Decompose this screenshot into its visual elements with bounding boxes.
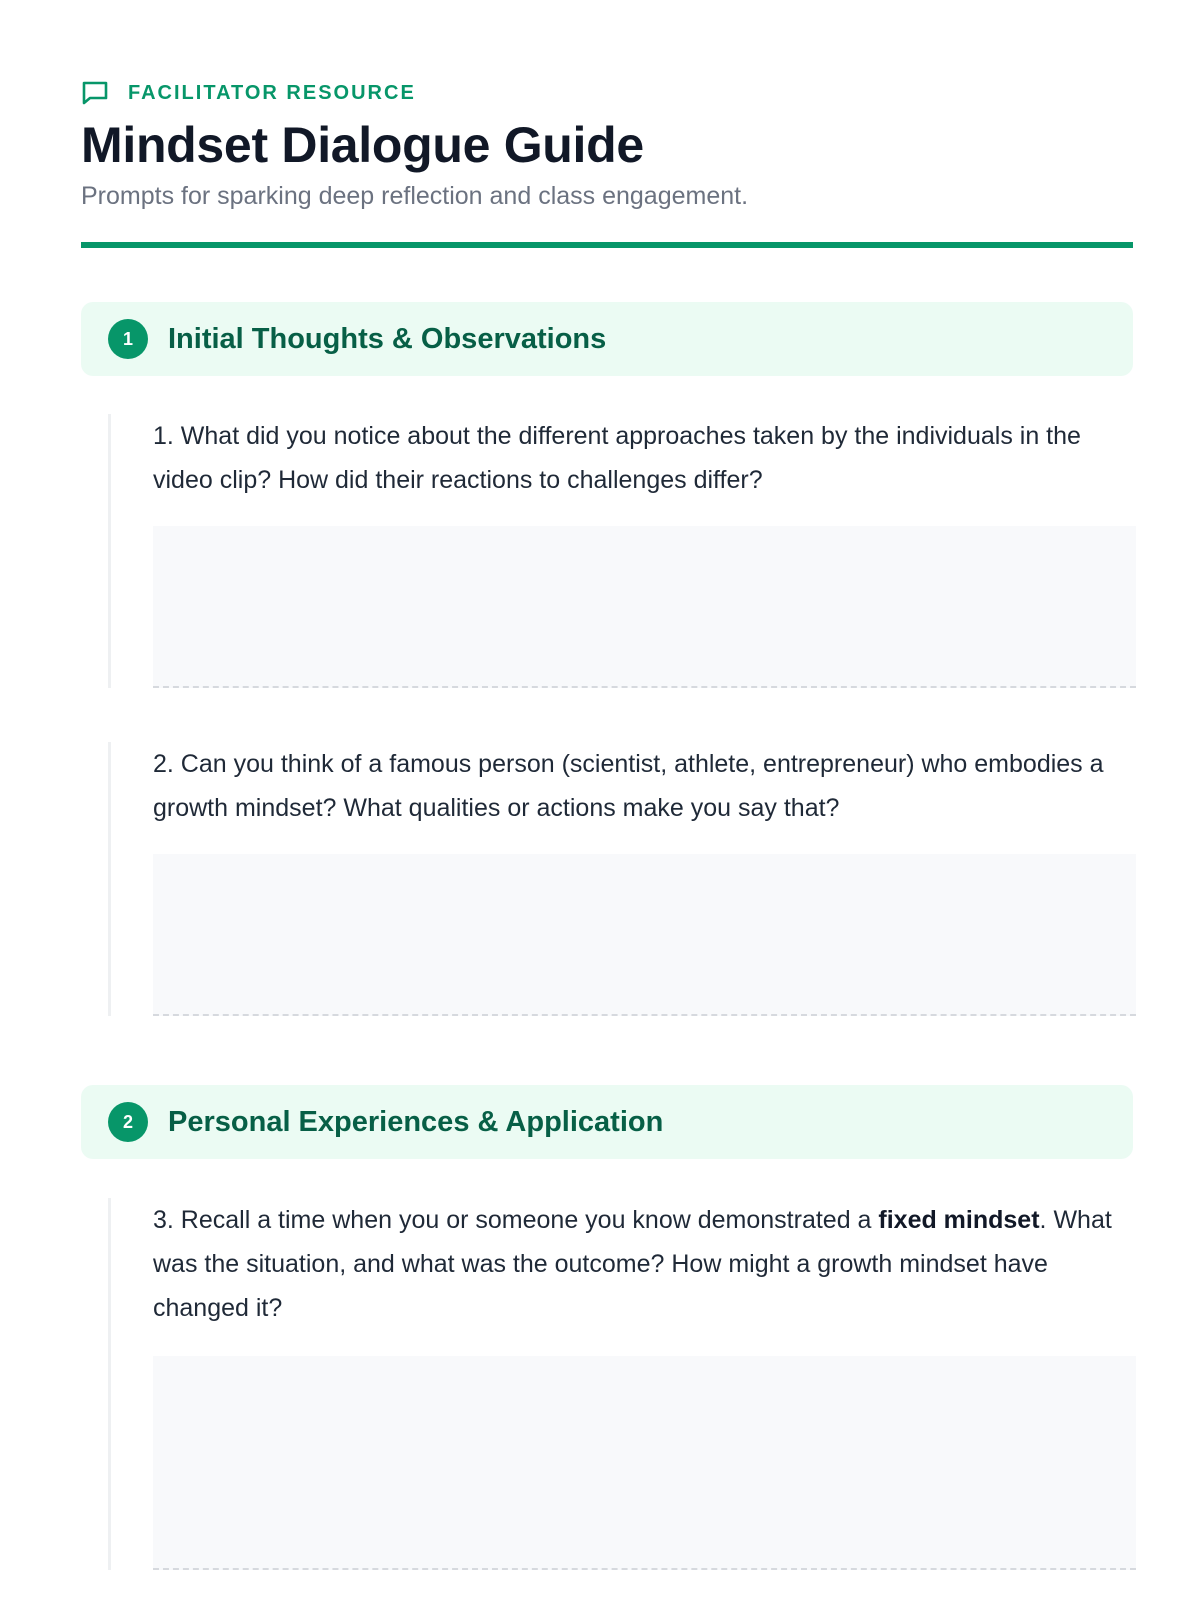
- page-title: Mindset Dialogue Guide: [81, 117, 644, 173]
- question-block-2: [108, 742, 1136, 1016]
- question-block-1: [108, 414, 1136, 688]
- eyebrow: [81, 80, 416, 106]
- answer-area[interactable]: [153, 526, 1136, 688]
- answer-area[interactable]: [153, 1356, 1136, 1570]
- question-text: 2. Can you think of a famous person (scientist, athlete, entrepreneur) who embodies a growth mindset? What qualities or actions make you say that?: [153, 750, 1104, 822]
- eyebrow-label: FACILITATOR RESOURCE: [128, 81, 416, 104]
- header-divider: [81, 242, 1133, 248]
- section-number-badge: 2: [108, 1102, 148, 1142]
- question-block-3: [108, 1198, 1136, 1570]
- question-text: [153, 1198, 1136, 1330]
- question-text-part: . What was the situation, and what was the outcome? How might a growth mindset have changed it?: [153, 1206, 1112, 1322]
- question-text: 1. What did you notice about the different approaches taken by the individuals in the video clip? How did their reactions to challenges differ?: [153, 422, 1081, 494]
- page-subtitle: Prompts for sparking deep reflection and class engagement.: [81, 182, 749, 210]
- section-title: Initial Thoughts & Observations: [168, 322, 607, 355]
- question-text-part: 3. Recall a time when you or someone you know demonstrated a: [153, 1206, 879, 1234]
- question-emphasis: fixed mindset: [878, 1206, 1040, 1234]
- answer-area[interactable]: [153, 854, 1136, 1016]
- section-number-badge: 1: [108, 319, 148, 359]
- section-header-1: [81, 302, 1133, 376]
- section-header-2: [81, 1085, 1133, 1159]
- chat-bubble-icon: [81, 80, 109, 106]
- section-title: Personal Experiences & Application: [168, 1105, 664, 1138]
